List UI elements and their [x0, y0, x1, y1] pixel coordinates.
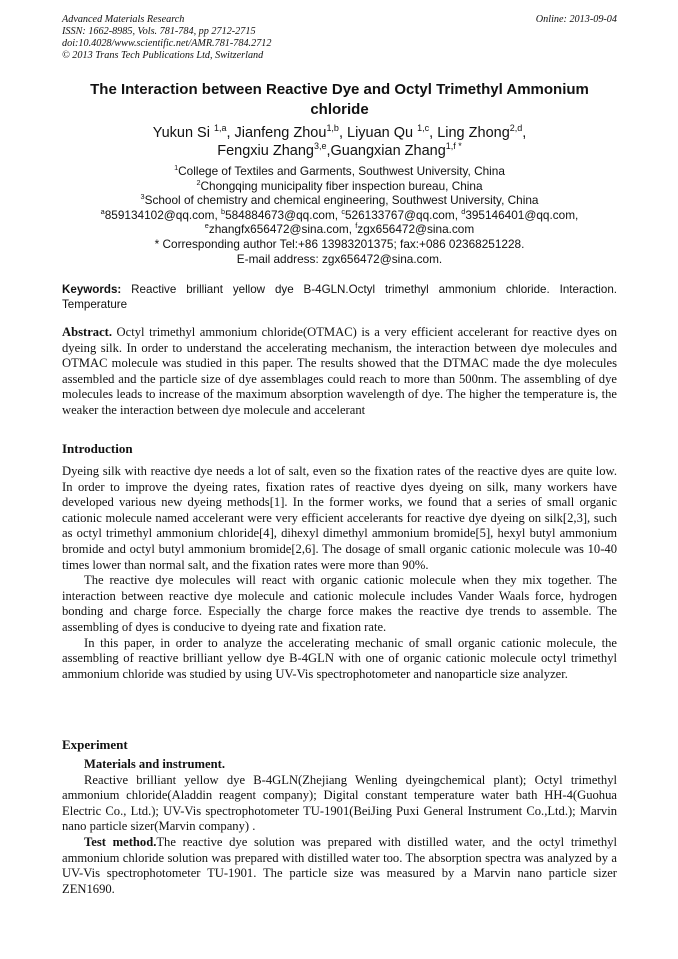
test-method-text: The reactive dye solution was prepared with distilled water, and the octyl trimethyl ammonium chloride solution was prepared with distilled water too. The absorption spectra was analyzed by a UV-Vis spectrophotometer TU-1901. The particle size was measured by a Marvin nano particle sizer ZEN1690. — [62, 834, 618, 896]
affiliation-line: $^3$School of chemistry and chemical engineering, Southwest University, China — [140, 192, 539, 208]
contact-email: E-mail address: zgx656472@sina.com. — [236, 251, 443, 266]
copyright-line: © 2013 Trans Tech Publications Ltd, Switzerland — [62, 50, 264, 61]
email-line: $^a$859134102@qq.com, $^b$584884673@qq.com, $^c$526133767@qq.com, $^d$395146401@qq.com, — [100, 206, 579, 222]
author-list: Yukun Si $^{1,a}$, Jianfeng Zhou$^{1,b}$, Liyuan Qu $^{1,c}$, Ling Zhong$^{2,d}$, Fengxiu Zhang$^{3,e}$,Guangxian Zhang$^{1,f *}$ — [152, 123, 527, 159]
test-method-label: Test method. — [84, 834, 157, 849]
paper-title: The Interaction between Reactive Dye and Octyl Trimethyl Ammonium chloride — [90, 81, 589, 118]
materials-subheading: Materials and instrument. — [84, 757, 225, 771]
keywords — [62, 283, 617, 312]
email-line: $^e$zhangfx656472@sina.com, $^f$zgx656472@sina.com — [204, 221, 475, 237]
author-name: Yukun Si — [152, 125, 214, 141]
author-name: Guangxian Zhang — [330, 143, 446, 159]
journal-name: Advanced Materials Research — [62, 14, 185, 25]
affiliation-line: $^1$College of Textiles and Garments, Southwest University, China — [174, 163, 505, 178]
author-name: Liyuan Qu — [347, 125, 418, 141]
experiment-body — [62, 757, 617, 897]
keywords-label: Keywords: — [62, 283, 122, 296]
author-name: Ling Zhong — [437, 125, 510, 141]
author-affil-mark: 1,c — [417, 123, 430, 134]
introduction-heading: Introduction — [62, 441, 133, 456]
affiliation-line: $^2$Chongqing municipality fiber inspection bureau, China — [196, 177, 483, 193]
experiment-heading: Experiment — [62, 737, 128, 752]
paragraph: In this paper, in order to analyze the accelerating mechanic of small organic cationic molecule, the assembling of reactive brilliant yellow dye B-4GLN with one of organic cationic molecule octyl trimethyl ammonium chloride was studied by using UV-Vis spectrophotometer and nanoparticle size analyzer. — [62, 635, 617, 681]
abstract — [62, 325, 617, 419]
author-affil-mark: 1,b — [326, 123, 339, 134]
author-name: Fengxiu Zhang — [217, 143, 314, 159]
paragraph — [62, 835, 617, 897]
author-name: Jianfeng Zhou — [234, 125, 327, 141]
keywords-text: Reactive brilliant yellow dye B-4GLN.Octyl trimethyl ammonium chloride. Interaction. Temperature — [62, 283, 617, 311]
journal-header — [62, 14, 617, 62]
author-affil-mark: 2,d — [509, 123, 523, 134]
issn-line: ISSN: 1662-8985, Vols. 781-784, pp 2712-2715 — [62, 26, 256, 37]
affiliations — [62, 164, 617, 266]
doi-line: doi:10.4028/www.scientific.net/AMR.781-784.2712 — [62, 38, 272, 49]
abstract-text: Octyl trimethyl ammonium chloride(OTMAC) is a very efficient accelerant for reactive dyes on dyeing silk. In order to understand the accelerating mechanism, the interaction between dye molecules and OTMAC molecule was studied in this paper. The results showed that the DTMAC made the dye molecules assembled and the particle size of dye assemblages could reach to more than 500nm. The assembling of dye molecules leads to increase of the maximum absorption wavelength of dye. The higher the temperature is, the weaker the interaction between dye molecule and accelerant — [62, 325, 617, 417]
abstract-label: Abstract. — [62, 325, 113, 339]
author-affil-mark: 3,e — [313, 141, 327, 152]
author-affil-mark: 1,a — [213, 123, 227, 134]
author-affil-mark: 1,f * — [445, 141, 462, 152]
online-date: Online: 2013-09-04 — [535, 14, 617, 25]
corresponding-author: * Corresponding author Tel:+86 13983201375; fax:+086 02368251228. — [154, 236, 525, 251]
paragraph: Reactive brilliant yellow dye B-4GLN(Zhejiang Wenling dyeingchemical plant); Octyl trimethyl ammonium chloride(Aladdin reagent company); Digital constant temperature water bath HH-4(Guohua Electric Co., Ltd.); UV-Vis spectrophotometer TU-1901(BeiJing Puxi General Instrument Co.,Ltd.); Marvin nano particle sizer(Marvin company) . — [62, 772, 617, 834]
paragraph: Dyeing silk with reactive dye needs a lot of salt, even so the fixation rates of the reactive dyes are quite low. In order to improve the dyeing rates, fixation rates of reactive dyes dyeing on silk, many workers have developed various new dyeing methods[1]. In the former works, we found that a series of small organic cationic molecule named accelerant were very efficient accelerants for reactive dye dyeing on silk[2,3], such as octyl trimethyl ammonium chloride[4], dihexyl dimethyl ammonium bromide[5], hexyl butyl ammonium bromide and octyl butyl ammonium bromide[2,6]. The dosage of small organic cationic molecule was 10-40 times lower than normal salt, and the fixation rates were more than 90%. — [62, 464, 617, 572]
paragraph: The reactive dye molecules will react with organic cationic molecule when they mix together. The interaction between reactive dye molecule and cationic molecule includes Vander Waals force, hydrogen bonding and charge force. Especially the charge force makes the reactive dye trends to assemble. The assembling of dyes is conducive to dyeing rate and fixation rate. — [62, 573, 617, 634]
introduction-body — [62, 464, 617, 682]
